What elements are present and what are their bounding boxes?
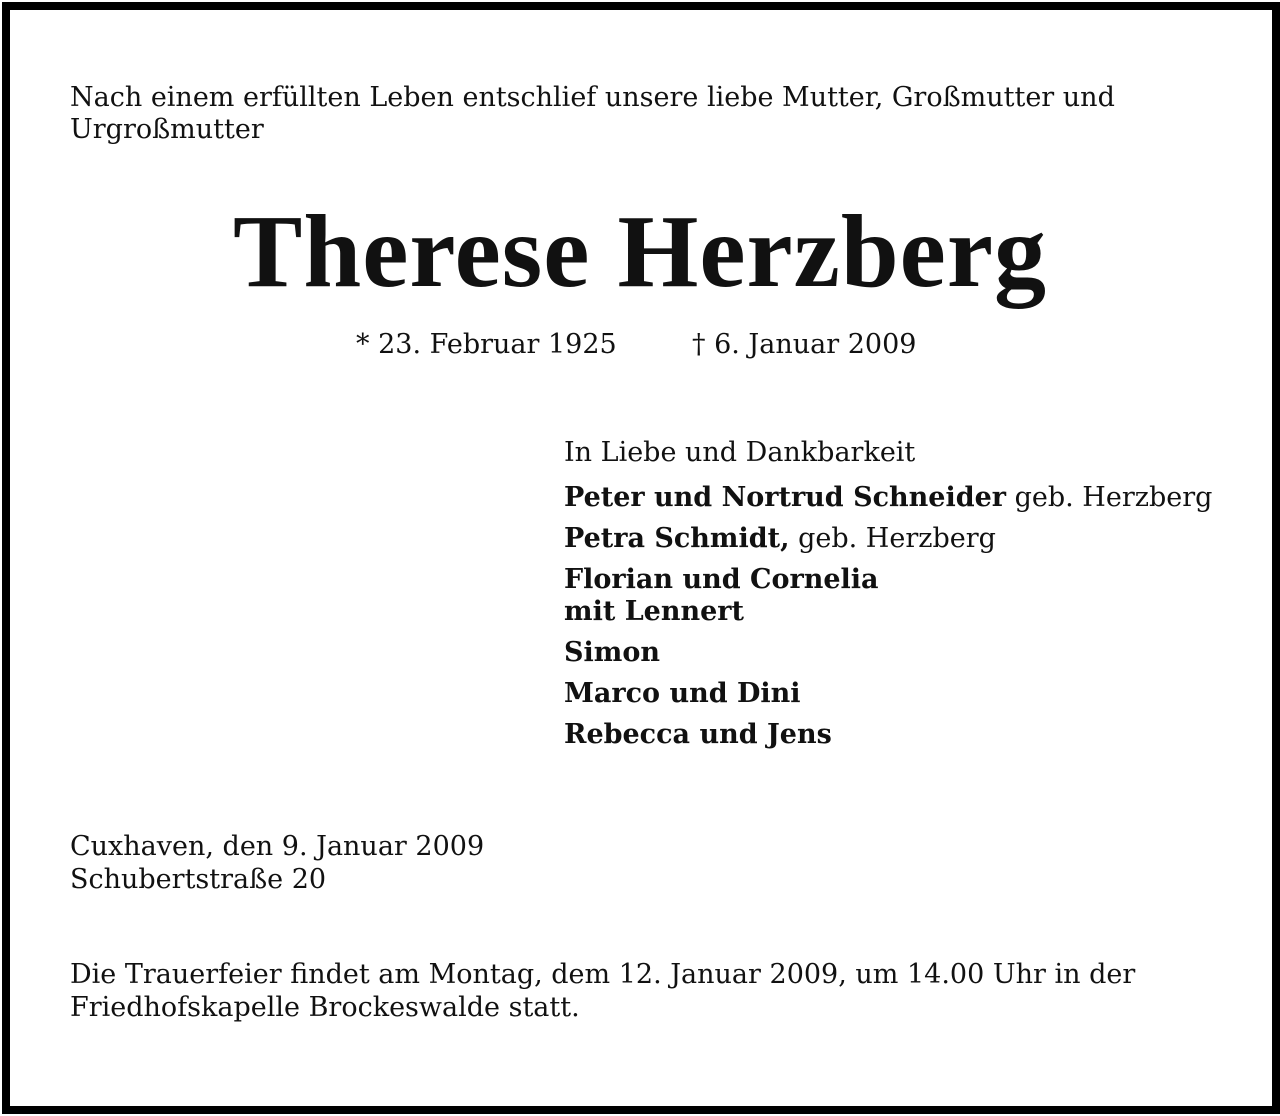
ceremony-line-1: Die Trauerfeier findet am Montag, dem 12. Januar 2009, um 14.00 Uhr in der	[70, 959, 1136, 990]
mourners-lead: In Liebe und Dankbarkeit	[564, 437, 916, 468]
mourner-entry	[564, 637, 1254, 669]
intro-text	[70, 82, 1220, 146]
mourner-entry	[564, 482, 1254, 514]
mourner-entry	[564, 719, 1254, 751]
mourner-entry	[564, 678, 1254, 710]
death-date: † 6. Januar 2009	[692, 329, 917, 360]
intro-line-1: Nach einem erfüllten Leben entschlief unsere liebe Mutter, Großmutter und	[70, 82, 1115, 113]
intro-line-2: Urgroßmutter	[70, 114, 264, 145]
ceremony-notice	[70, 958, 1240, 1024]
mourner-name: Marco und Dini	[564, 678, 801, 709]
birth-date: * 23. Februar 1925	[356, 329, 617, 360]
mourner-note: geb. Herzberg	[1006, 482, 1213, 513]
street-address: Schubertstraße 20	[70, 864, 327, 895]
mourner-name-continued: mit Lennert	[564, 596, 744, 627]
mourner-name: Simon	[564, 637, 660, 668]
mourner-name: Peter und Nortrud Schneider	[564, 482, 1007, 513]
city-date: Cuxhaven, den 9. Januar 2009	[70, 831, 485, 862]
mourner-entry	[564, 564, 1254, 628]
mourner-name: Petra Schmidt,	[564, 523, 790, 554]
ceremony-line-2: Friedhofskapelle Brockeswalde statt.	[70, 992, 580, 1023]
mourner-name: Florian und Cornelia	[564, 564, 879, 595]
mourner-name: Rebecca und Jens	[564, 719, 832, 750]
mourners-list	[564, 436, 1254, 760]
mourner-entry	[564, 523, 1254, 555]
deceased-name: Therese Herzberg	[233, 194, 1047, 309]
mourner-note: geb. Herzberg	[789, 523, 996, 554]
place-and-address	[70, 830, 484, 896]
